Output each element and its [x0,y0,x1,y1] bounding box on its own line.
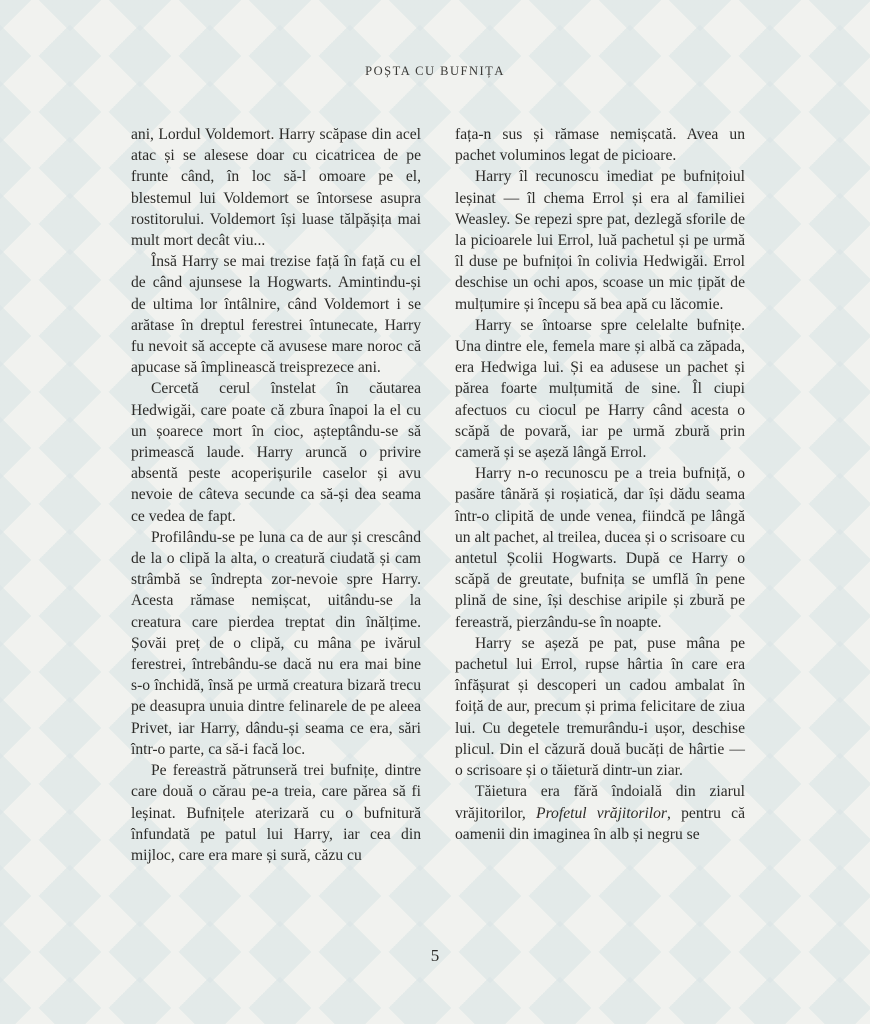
paragraph: fața-n sus și rămase nemișcată. Avea un pachet voluminos legat de picioare. [455,126,745,165]
page-number: 5 [430,946,440,965]
right-column [455,124,745,845]
paragraph: Profilându-se pe luna ca de aur și crescând de la o clipă la alta, o creatură ciudată și cam strâmbă se îndrepta zor-nevoie spre Harry. Acesta rămase nemișcat, uitându-se la creatura care pierdea treptat din înălțime. Șovăi preț de o clipă, cu mâna pe ivărul ferestrei, întrebându-se dacă nu era mai bine s-o închidă, însă pe urmă creatura bizară trecu pe deasupra unuia dintre felinarele de pe aleea Privet, iar Harry, dându-și seama ce era, sări într-o parte, ca să-i facă loc. [131,528,421,758]
paragraph-last [455,781,745,845]
paragraph-text: Tăietura era fără îndoială din ziarul vrăjitorilor, [455,783,745,822]
left-column [131,124,421,866]
running-head: POȘTA CU BUFNIȚA [365,64,505,78]
paragraph: Harry se întoarse spre celelalte bufnițe. Una dintre ele, femela mare și albă ca zăpada, era Hedwiga lui. Și ea adusese un pachet și părea foarte mulțumită de sine. Îl ciupi afectuos cu ciocul pe Harry când acesta o scăpă de povară, iar pe urmă zbură prin cameră și se așeză lângă Errol. [455,316,745,462]
paragraph: Harry n-o recunoscu pe a treia bufniță, o pasăre tânără și roșiatică, dar își dădu seama într-o clipită de unde venea, fiindcă pe lângă un alt pachet, al treilea, ducea și o scrisoare cu antetul Școlii Hogwarts. După ce Harry o scăpă de greutate, bufnița se umflă în pene plină de sine, își deschise aripile și zbură pe fereastră, pierzându-se în noapte. [455,465,745,631]
paragraph: Harry se așeză pe pat, puse mâna pe pachetul lui Errol, rupse hârtia în care era înfășurat și descoperi un cadou ambalat în foiță de aur, precum și prima felicitare de ziua lui. Cu degetele tremurându-i ușor, deschise plicul. Din el căzură două bucăți de hârtie — o scrisoare și o tăietură dintr-un ziar. [455,634,745,780]
paragraph: Cercetă cerul înstelat în căutarea Hedwigăi, care poate că zbura înapoi la el cu un șoarece mort în cioc, așteptându-se să primească laude. Harry aruncă o privire absentă peste acoperișurile caselor și avu nevoie de câteva secunde ca să-și dea seama ce vedea de fapt. [131,380,421,525]
paragraph: ani, Lordul Voldemort. Harry scăpase din acel atac și se alesese doar cu cicatricea de pe frunte când, în loc să-l omoare pe el, blestemul lui Voldemort se întorsese asupra rostitorului. Voldemort își luase tălpășița mai mult mort decât viu... [131,126,421,250]
newspaper-title: Profetul vrăjitorilor [536,804,667,822]
paragraph: Însă Harry se mai trezise față în față cu el de când ajunsese la Hogwarts. Amintindu-și de ultima lor întâlnire, când Voldemort i se arătase în dreptul ferestrei întunecate, Harry fu nevoit să accepte că avusese mare noroc că apucase să împlinească treisprezece ani. [131,253,421,377]
paragraph: Harry îl recunoscu imediat pe bufnițoiul leșinat — îl chema Errol și era al familiei Weasley. Se repezi spre pat, dezlegă sforile de la picioarele lui Errol, luă pachetul și pe urmă îl duse pe bufnițoi în colivia Hedwigăi. Errol deschise un ochi apos, scoase un mic țipăt de mulțumire și începu să bea apă cu lăcomie. [455,168,745,313]
paragraph-text: , pentru că oamenii din imaginea în alb și negru se [455,804,745,843]
paragraph: Pe fereastră pătrunseră trei bufnițe, dintre care două o cărau pe-a treia, care părea să fi leșinat. Bufnițele aterizară cu o bufnitură înfundată pe patul lui Harry, iar cea din mijloc, care era mare și sură, căzu cu [131,762,421,864]
